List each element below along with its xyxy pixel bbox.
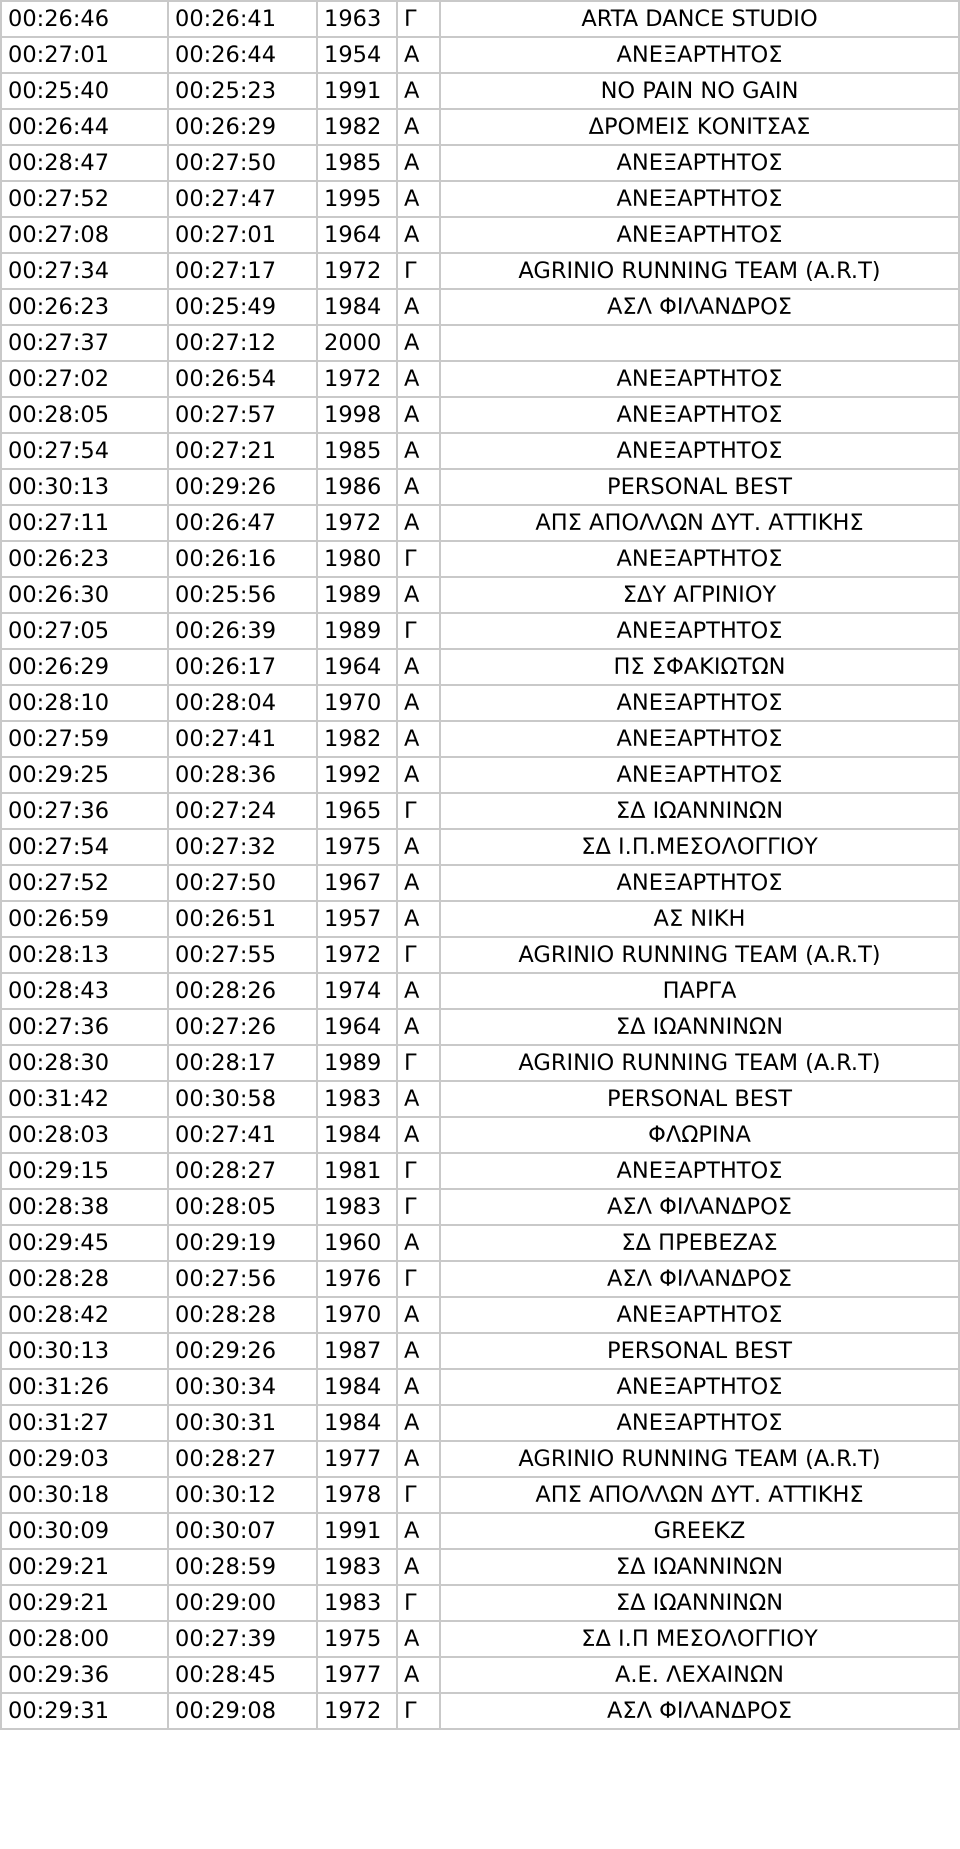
gun-time-cell: 00:28:38 [1,1189,168,1225]
category-cell: Γ [397,253,440,289]
chip-time-cell: 00:28:28 [168,1297,317,1333]
chip-time-cell: 00:28:45 [168,1657,317,1693]
chip-time-cell: 00:27:39 [168,1621,317,1657]
gun-time-cell: 00:28:30 [1,1045,168,1081]
chip-time-cell: 00:26:51 [168,901,317,937]
chip-time-cell: 00:27:17 [168,253,317,289]
birth-year-cell: 1972 [317,361,397,397]
club-cell: ΑΣΛ ΦΙΛΑΝΔΡΟΣ [440,1693,959,1729]
category-cell: Γ [397,541,440,577]
birth-year-cell: 1982 [317,721,397,757]
chip-time-cell: 00:27:41 [168,721,317,757]
club-cell [440,325,959,361]
chip-time-cell: 00:26:16 [168,541,317,577]
chip-time-cell: 00:28:27 [168,1441,317,1477]
category-cell: Α [397,1009,440,1045]
gun-time-cell: 00:27:08 [1,217,168,253]
gun-time-cell: 00:30:13 [1,1333,168,1369]
gun-time-cell: 00:27:36 [1,1009,168,1045]
table-row [1,613,959,649]
birth-year-cell: 1984 [317,289,397,325]
club-cell: ΑΣΛ ΦΙΛΑΝΔΡΟΣ [440,1189,959,1225]
table-row [1,901,959,937]
category-cell: Α [397,649,440,685]
table-row [1,1693,959,1729]
chip-time-cell: 00:26:17 [168,649,317,685]
table-row [1,37,959,73]
table-row [1,217,959,253]
table-row [1,1477,959,1513]
chip-time-cell: 00:27:50 [168,865,317,901]
category-cell: Α [397,469,440,505]
birth-year-cell: 1987 [317,1333,397,1369]
birth-year-cell: 1975 [317,829,397,865]
chip-time-cell: 00:26:29 [168,109,317,145]
table-row [1,73,959,109]
category-cell: Γ [397,1153,440,1189]
category-cell: Α [397,1297,440,1333]
results-table-body [1,1,959,1729]
table-row [1,1153,959,1189]
gun-time-cell: 00:28:00 [1,1621,168,1657]
gun-time-cell: 00:26:44 [1,109,168,145]
category-cell: Α [397,577,440,613]
birth-year-cell: 1964 [317,217,397,253]
gun-time-cell: 00:29:31 [1,1693,168,1729]
gun-time-cell: 00:28:47 [1,145,168,181]
chip-time-cell: 00:27:47 [168,181,317,217]
chip-time-cell: 00:28:05 [168,1189,317,1225]
club-cell: ΑΝΕΞΑΡΤΗΤΟΣ [440,721,959,757]
chip-time-cell: 00:28:59 [168,1549,317,1585]
club-cell: AGRINIO RUNNING TEAM (A.R.T) [440,253,959,289]
gun-time-cell: 00:27:54 [1,433,168,469]
club-cell: ΣΔ Ι.Π.ΜΕΣΟΛΟΓΓΙΟΥ [440,829,959,865]
club-cell: ΣΔΥ ΑΓΡΙΝΙΟΥ [440,577,959,613]
chip-time-cell: 00:27:32 [168,829,317,865]
club-cell: NO PAIN NO GAIN [440,73,959,109]
club-cell: PERSONAL BEST [440,1333,959,1369]
club-cell: ΑΝΕΞΑΡΤΗΤΟΣ [440,181,959,217]
table-row [1,1297,959,1333]
club-cell: ΑΝΕΞΑΡΤΗΤΟΣ [440,145,959,181]
club-cell: ΑΣ ΝΙΚΗ [440,901,959,937]
table-row [1,469,959,505]
category-cell: Α [397,397,440,433]
chip-time-cell: 00:27:57 [168,397,317,433]
birth-year-cell: 1986 [317,469,397,505]
gun-time-cell: 00:30:13 [1,469,168,505]
club-cell: ΑΝΕΞΑΡΤΗΤΟΣ [440,865,959,901]
gun-time-cell: 00:29:21 [1,1549,168,1585]
chip-time-cell: 00:27:24 [168,793,317,829]
birth-year-cell: 1981 [317,1153,397,1189]
gun-time-cell: 00:30:18 [1,1477,168,1513]
category-cell: Α [397,721,440,757]
chip-time-cell: 00:27:21 [168,433,317,469]
club-cell: ΑΝΕΞΑΡΤΗΤΟΣ [440,613,959,649]
club-cell: ΣΔ ΙΩΑΝΝΙΝΩΝ [440,793,959,829]
club-cell: AGRINIO RUNNING TEAM (A.R.T) [440,1045,959,1081]
club-cell: ΦΛΩΡΙΝΑ [440,1117,959,1153]
category-cell: Α [397,1657,440,1693]
club-cell: ΑΝΕΞΑΡΤΗΤΟΣ [440,37,959,73]
birth-year-cell: 1965 [317,793,397,829]
table-row [1,577,959,613]
gun-time-cell: 00:25:40 [1,73,168,109]
birth-year-cell: 1992 [317,757,397,793]
club-cell: ΠΣ ΣΦΑΚΙΩΤΩΝ [440,649,959,685]
birth-year-cell: 1982 [317,109,397,145]
club-cell: ΑΠΣ ΑΠΟΛΛΩΝ ΔΥΤ. ΑΤΤΙΚΗΣ [440,1477,959,1513]
gun-time-cell: 00:27:34 [1,253,168,289]
table-row [1,109,959,145]
table-row [1,1117,959,1153]
birth-year-cell: 1964 [317,1009,397,1045]
gun-time-cell: 00:28:43 [1,973,168,1009]
table-row [1,397,959,433]
table-row [1,1,959,37]
birth-year-cell: 2000 [317,325,397,361]
category-cell: Α [397,109,440,145]
table-row [1,1549,959,1585]
gun-time-cell: 00:29:03 [1,1441,168,1477]
birth-year-cell: 1980 [317,541,397,577]
chip-time-cell: 00:27:56 [168,1261,317,1297]
birth-year-cell: 1989 [317,613,397,649]
birth-year-cell: 1963 [317,1,397,37]
gun-time-cell: 00:29:25 [1,757,168,793]
category-cell: Γ [397,1,440,37]
category-cell: Α [397,325,440,361]
gun-time-cell: 00:31:42 [1,1081,168,1117]
category-cell: Α [397,973,440,1009]
chip-time-cell: 00:29:08 [168,1693,317,1729]
birth-year-cell: 1972 [317,505,397,541]
chip-time-cell: 00:28:26 [168,973,317,1009]
category-cell: Α [397,505,440,541]
table-row [1,1513,959,1549]
birth-year-cell: 1995 [317,181,397,217]
club-cell: ΣΔ ΠΡΕΒΕΖΑΣ [440,1225,959,1261]
chip-time-cell: 00:27:26 [168,1009,317,1045]
club-cell: ΑΝΕΞΑΡΤΗΤΟΣ [440,757,959,793]
club-cell: ΣΔ ΙΩΑΝΝΙΝΩΝ [440,1585,959,1621]
chip-time-cell: 00:27:12 [168,325,317,361]
table-row [1,649,959,685]
category-cell: Α [397,1081,440,1117]
table-row [1,721,959,757]
gun-time-cell: 00:28:05 [1,397,168,433]
category-cell: Α [397,1549,440,1585]
gun-time-cell: 00:26:30 [1,577,168,613]
gun-time-cell: 00:27:52 [1,865,168,901]
club-cell: ΑΝΕΞΑΡΤΗΤΟΣ [440,217,959,253]
chip-time-cell: 00:30:12 [168,1477,317,1513]
table-row [1,1585,959,1621]
birth-year-cell: 1984 [317,1405,397,1441]
birth-year-cell: 1957 [317,901,397,937]
category-cell: Γ [397,1585,440,1621]
table-row [1,181,959,217]
table-row [1,1369,959,1405]
birth-year-cell: 1975 [317,1621,397,1657]
category-cell: Α [397,361,440,397]
category-cell: Α [397,37,440,73]
table-row [1,1045,959,1081]
table-row [1,1189,959,1225]
birth-year-cell: 1972 [317,1693,397,1729]
club-cell: ΠΑΡΓΑ [440,973,959,1009]
chip-time-cell: 00:29:26 [168,469,317,505]
table-row [1,973,959,1009]
category-cell: Γ [397,1261,440,1297]
chip-time-cell: 00:29:19 [168,1225,317,1261]
birth-year-cell: 1991 [317,1513,397,1549]
category-cell: Α [397,145,440,181]
table-row [1,505,959,541]
chip-time-cell: 00:29:26 [168,1333,317,1369]
gun-time-cell: 00:26:29 [1,649,168,685]
birth-year-cell: 1991 [317,73,397,109]
category-cell: Α [397,901,440,937]
category-cell: Γ [397,1189,440,1225]
category-cell: Α [397,1117,440,1153]
chip-time-cell: 00:30:07 [168,1513,317,1549]
birth-year-cell: 1983 [317,1081,397,1117]
club-cell: ΣΔ ΙΩΑΝΝΙΝΩΝ [440,1009,959,1045]
club-cell: AGRINIO RUNNING TEAM (A.R.T) [440,937,959,973]
club-cell: ΑΝΕΞΑΡΤΗΤΟΣ [440,1297,959,1333]
chip-time-cell: 00:28:04 [168,685,317,721]
gun-time-cell: 00:26:23 [1,289,168,325]
chip-time-cell: 00:26:44 [168,37,317,73]
gun-time-cell: 00:29:15 [1,1153,168,1189]
gun-time-cell: 00:28:10 [1,685,168,721]
category-cell: Α [397,685,440,721]
category-cell: Α [397,1405,440,1441]
gun-time-cell: 00:27:37 [1,325,168,361]
category-cell: Α [397,1513,440,1549]
birth-year-cell: 1960 [317,1225,397,1261]
chip-time-cell: 00:25:23 [168,73,317,109]
category-cell: Α [397,1441,440,1477]
table-row [1,1441,959,1477]
table-row [1,1009,959,1045]
club-cell: PERSONAL BEST [440,1081,959,1117]
gun-time-cell: 00:27:01 [1,37,168,73]
chip-time-cell: 00:28:36 [168,757,317,793]
table-row [1,541,959,577]
birth-year-cell: 1976 [317,1261,397,1297]
category-cell: Α [397,217,440,253]
club-cell: ΑΝΕΞΑΡΤΗΤΟΣ [440,541,959,577]
gun-time-cell: 00:26:23 [1,541,168,577]
table-row [1,829,959,865]
gun-time-cell: 00:28:28 [1,1261,168,1297]
birth-year-cell: 1977 [317,1441,397,1477]
birth-year-cell: 1972 [317,937,397,973]
birth-year-cell: 1978 [317,1477,397,1513]
gun-time-cell: 00:31:27 [1,1405,168,1441]
chip-time-cell: 00:30:58 [168,1081,317,1117]
chip-time-cell: 00:26:39 [168,613,317,649]
club-cell: PERSONAL BEST [440,469,959,505]
birth-year-cell: 1983 [317,1549,397,1585]
table-row [1,289,959,325]
gun-time-cell: 00:27:02 [1,361,168,397]
gun-time-cell: 00:28:42 [1,1297,168,1333]
chip-time-cell: 00:30:34 [168,1369,317,1405]
category-cell: Γ [397,793,440,829]
gun-time-cell: 00:29:21 [1,1585,168,1621]
club-cell: ΑΝΕΞΑΡΤΗΤΟΣ [440,361,959,397]
birth-year-cell: 1984 [317,1117,397,1153]
chip-time-cell: 00:28:17 [168,1045,317,1081]
category-cell: Α [397,1333,440,1369]
chip-time-cell: 00:27:01 [168,217,317,253]
chip-time-cell: 00:27:50 [168,145,317,181]
chip-time-cell: 00:30:31 [168,1405,317,1441]
chip-time-cell: 00:26:41 [168,1,317,37]
gun-time-cell: 00:26:59 [1,901,168,937]
category-cell: Α [397,1621,440,1657]
table-row [1,361,959,397]
club-cell: AGRINIO RUNNING TEAM (A.R.T) [440,1441,959,1477]
table-row [1,1081,959,1117]
gun-time-cell: 00:27:11 [1,505,168,541]
chip-time-cell: 00:27:55 [168,937,317,973]
club-cell: ΣΔ Ι.Π ΜΕΣΟΛΟΓΓΙΟΥ [440,1621,959,1657]
gun-time-cell: 00:27:54 [1,829,168,865]
birth-year-cell: 1974 [317,973,397,1009]
birth-year-cell: 1989 [317,577,397,613]
chip-time-cell: 00:28:27 [168,1153,317,1189]
club-cell: ΔΡΟΜΕΙΣ ΚΟΝΙΤΣΑΣ [440,109,959,145]
table-row [1,685,959,721]
category-cell: Γ [397,613,440,649]
club-cell: ΑΣΛ ΦΙΛΑΝΔΡΟΣ [440,1261,959,1297]
club-cell: ΑΠΣ ΑΠΟΛΛΩΝ ΔΥΤ. ΑΤΤΙΚΗΣ [440,505,959,541]
category-cell: Α [397,289,440,325]
table-row [1,1405,959,1441]
table-row [1,757,959,793]
category-cell: Α [397,865,440,901]
club-cell: ΑΝΕΞΑΡΤΗΤΟΣ [440,1369,959,1405]
club-cell: ΑΝΕΞΑΡΤΗΤΟΣ [440,1405,959,1441]
category-cell: Α [397,433,440,469]
birth-year-cell: 1983 [317,1585,397,1621]
club-cell: Α.Ε. ΛΕΧΑΙΝΩΝ [440,1657,959,1693]
birth-year-cell: 1970 [317,1297,397,1333]
gun-time-cell: 00:28:03 [1,1117,168,1153]
birth-year-cell: 1985 [317,433,397,469]
table-row [1,937,959,973]
birth-year-cell: 1970 [317,685,397,721]
gun-time-cell: 00:28:13 [1,937,168,973]
gun-time-cell: 00:27:05 [1,613,168,649]
birth-year-cell: 1989 [317,1045,397,1081]
category-cell: Γ [397,1477,440,1513]
chip-time-cell: 00:26:47 [168,505,317,541]
birth-year-cell: 1967 [317,865,397,901]
gun-time-cell: 00:27:52 [1,181,168,217]
birth-year-cell: 1972 [317,253,397,289]
table-row [1,1225,959,1261]
club-cell: ARTA DANCE STUDIO [440,1,959,37]
table-row [1,1261,959,1297]
category-cell: Α [397,1225,440,1261]
table-row [1,793,959,829]
birth-year-cell: 1985 [317,145,397,181]
gun-time-cell: 00:26:46 [1,1,168,37]
birth-year-cell: 1983 [317,1189,397,1225]
table-row [1,253,959,289]
table-row [1,145,959,181]
table-row [1,1621,959,1657]
category-cell: Γ [397,1045,440,1081]
club-cell: ΑΝΕΞΑΡΤΗΤΟΣ [440,1153,959,1189]
table-row [1,1333,959,1369]
gun-time-cell: 00:27:59 [1,721,168,757]
category-cell: Α [397,757,440,793]
club-cell: ΣΔ ΙΩΑΝΝΙΝΩΝ [440,1549,959,1585]
gun-time-cell: 00:29:45 [1,1225,168,1261]
gun-time-cell: 00:31:26 [1,1369,168,1405]
table-row [1,865,959,901]
club-cell: ΑΝΕΞΑΡΤΗΤΟΣ [440,397,959,433]
table-row [1,1657,959,1693]
gun-time-cell: 00:30:09 [1,1513,168,1549]
birth-year-cell: 1954 [317,37,397,73]
category-cell: Α [397,73,440,109]
category-cell: Γ [397,937,440,973]
chip-time-cell: 00:29:00 [168,1585,317,1621]
chip-time-cell: 00:25:49 [168,289,317,325]
table-row [1,433,959,469]
birth-year-cell: 1964 [317,649,397,685]
table-row [1,325,959,361]
chip-time-cell: 00:27:41 [168,1117,317,1153]
chip-time-cell: 00:26:54 [168,361,317,397]
chip-time-cell: 00:25:56 [168,577,317,613]
club-cell: ΑΣΛ ΦΙΛΑΝΔΡΟΣ [440,289,959,325]
birth-year-cell: 1977 [317,1657,397,1693]
category-cell: Α [397,181,440,217]
category-cell: Γ [397,1693,440,1729]
gun-time-cell: 00:27:36 [1,793,168,829]
birth-year-cell: 1984 [317,1369,397,1405]
gun-time-cell: 00:29:36 [1,1657,168,1693]
birth-year-cell: 1998 [317,397,397,433]
club-cell: ΑΝΕΞΑΡΤΗΤΟΣ [440,685,959,721]
club-cell: GREEKZ [440,1513,959,1549]
club-cell: ΑΝΕΞΑΡΤΗΤΟΣ [440,433,959,469]
category-cell: Α [397,1369,440,1405]
category-cell: Α [397,829,440,865]
